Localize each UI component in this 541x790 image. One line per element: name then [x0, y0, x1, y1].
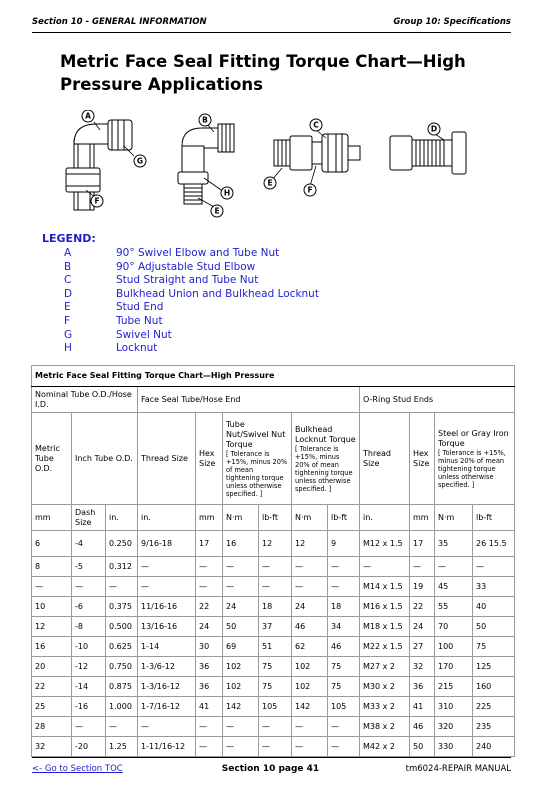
callout-g: [134, 155, 146, 167]
unit-cell: N·m: [292, 505, 328, 531]
table-cell: M38 x 2: [360, 717, 410, 737]
table-cell: 102: [292, 677, 328, 697]
table-cell: 24: [223, 597, 259, 617]
table-cell: 1-11/16-12: [138, 737, 196, 757]
table-cell: 105: [259, 697, 292, 717]
legend-key: C: [64, 274, 72, 287]
page-header: [32, 14, 511, 33]
table-cell: 26 15.5: [473, 531, 515, 557]
svg-text:C: C: [313, 120, 319, 130]
table-cell: 105: [328, 697, 360, 717]
table-cell: 33: [473, 577, 515, 597]
table-cell: 69: [223, 637, 259, 657]
section-title: Section 10 - GENERAL INFORMATION: [32, 17, 207, 27]
table-cell: 46: [328, 637, 360, 657]
table-cell: M27 x 2: [360, 657, 410, 677]
table-cell: 170: [435, 657, 473, 677]
table-cell: 0.625: [106, 637, 138, 657]
table-cell: 1-14: [138, 637, 196, 657]
table-cell: —: [435, 557, 473, 577]
callout-e1: [264, 177, 276, 189]
callout-f2: [304, 184, 316, 196]
unit-cell: in.: [138, 505, 196, 531]
table-cell: 330: [435, 737, 473, 757]
table-cell: —: [473, 557, 515, 577]
callout-d: [428, 123, 440, 135]
table-cell: 9: [328, 531, 360, 557]
table-cell: 22: [32, 677, 72, 697]
table-cell: 51: [259, 637, 292, 657]
table-cell: -6: [72, 597, 106, 617]
table-cell: —: [259, 577, 292, 597]
unit-cell: mm: [32, 505, 72, 531]
table-cell: —: [292, 717, 328, 737]
legend-item: [64, 301, 319, 315]
svg-text:D: D: [430, 124, 438, 134]
table-cell: 225: [473, 697, 515, 717]
table-cell: M12 x 1.5: [360, 531, 410, 557]
table-cell: 22: [196, 597, 223, 617]
manual-id: tm6024-REPAIR MANUAL: [405, 764, 511, 774]
callout-f1: [91, 195, 103, 207]
table-cell: 0.375: [106, 597, 138, 617]
legend-heading: LEGEND:: [42, 232, 96, 245]
table-cell: 20: [32, 657, 72, 677]
table-cell: 9/16-18: [138, 531, 196, 557]
svg-text:F: F: [94, 196, 100, 206]
page-title: Metric Face Seal Fitting Torque Chart—High Pressure Applications: [60, 52, 466, 94]
svg-text:H: H: [223, 188, 231, 198]
table-cell: 55: [435, 597, 473, 617]
table-cell: 125: [473, 657, 515, 677]
table-cell: —: [292, 577, 328, 597]
table-cell: 46: [410, 717, 435, 737]
unit-cell: Dash Size: [72, 505, 106, 531]
svg-text:F: F: [307, 185, 313, 195]
table-cell: 75: [328, 677, 360, 697]
table-cell: 240: [473, 737, 515, 757]
legend-item: [64, 288, 319, 302]
table-row: [32, 737, 515, 757]
col-header-steel-torque: [435, 413, 515, 505]
table-cell: M14 x 1.5: [360, 577, 410, 597]
table-cell: M16 x 1.5: [360, 597, 410, 617]
table-cell: 28: [32, 717, 72, 737]
group-title: Group 10: Specifications: [393, 17, 511, 27]
table-cell: 16: [32, 637, 72, 657]
unit-cell: mm: [196, 505, 223, 531]
col-header-oring-thread: Thread Size: [360, 413, 410, 505]
table-cell: 1-3/16-12: [138, 677, 196, 697]
table-cell: 12: [292, 531, 328, 557]
fitting-d-drawing: [390, 132, 466, 174]
table-cell: —: [292, 737, 328, 757]
table-cell: —: [138, 577, 196, 597]
callout-b: [199, 114, 211, 126]
legend-label: 90° Swivel Elbow and Tube Nut: [116, 247, 280, 259]
table-cell: —: [72, 577, 106, 597]
unit-cell: lb-ft: [259, 505, 292, 531]
table-cell: 11/16-16: [138, 597, 196, 617]
table-cell: —: [259, 717, 292, 737]
svg-text:G: G: [136, 156, 144, 166]
legend-item: [64, 274, 319, 288]
table-cell: 6: [32, 531, 72, 557]
table-cell: —: [259, 557, 292, 577]
table-cell: 36: [196, 657, 223, 677]
table-cell: 18: [328, 597, 360, 617]
table-cell: 13/16-16: [138, 617, 196, 637]
table-cell: 46: [292, 617, 328, 637]
col-header-thread-size: Thread Size: [138, 413, 196, 505]
legend-key: E: [64, 301, 71, 314]
table-cell: 70: [435, 617, 473, 637]
table-cell: —: [138, 717, 196, 737]
table-cell: -10: [72, 637, 106, 657]
table-row: [32, 657, 515, 677]
table-cell: 1.25: [106, 737, 138, 757]
callout-e2: [211, 205, 223, 217]
table-cell: 32: [410, 657, 435, 677]
table-cell: 0.500: [106, 617, 138, 637]
table-cell: 1.000: [106, 697, 138, 717]
torque-table: [31, 365, 515, 757]
table-cell: 102: [223, 677, 259, 697]
table-cell: 24: [410, 617, 435, 637]
legend-label: Tube Nut: [116, 314, 163, 327]
svg-text:B: B: [202, 115, 208, 125]
legend-key: H: [64, 342, 72, 355]
col-header-metric-od: Metric Tube O.D.: [32, 413, 72, 505]
table-cell: 18: [259, 597, 292, 617]
table-cell: 75: [259, 657, 292, 677]
table-cell: 50: [410, 737, 435, 757]
table-cell: 142: [292, 697, 328, 717]
col-header-oring-hex: Hex Size: [410, 413, 435, 505]
table-cell: 41: [410, 697, 435, 717]
table-cell: 0.750: [106, 657, 138, 677]
callout-a: [82, 110, 94, 122]
table-cell: 17: [410, 531, 435, 557]
table-cell: 37: [259, 617, 292, 637]
legend-key: F: [64, 314, 71, 327]
table-cell: 100: [435, 637, 473, 657]
table-row: [32, 697, 515, 717]
header-text: Tube Nut/Swivel Nut Torque: [226, 419, 286, 449]
table-cell: 50: [473, 617, 515, 637]
table-cell: -16: [72, 697, 106, 717]
table-cell: 320: [435, 717, 473, 737]
table-cell: 16: [223, 531, 259, 557]
table-cell: 12: [32, 617, 72, 637]
table-cell: -20: [72, 737, 106, 757]
table-cell: 0.312: [106, 557, 138, 577]
page-number: Section 10 page 41: [221, 764, 320, 774]
table-row: [32, 597, 515, 617]
table-cell: 62: [292, 637, 328, 657]
table-cell: 45: [435, 577, 473, 597]
svg-text:E: E: [267, 178, 273, 188]
table-caption: Metric Face Seal Fitting Torque Chart—High Pressure: [32, 366, 515, 387]
col-header-tube-nut-torque: [223, 413, 292, 505]
table-cell: —: [223, 577, 259, 597]
table-cell: 1-3/6-12: [138, 657, 196, 677]
tolerance-note: [ Tolerance is +15%, minus 20% of mean tightening torque unless otherwise specified. ]: [438, 448, 506, 489]
table-cell: 0.875: [106, 677, 138, 697]
tolerance-note: [ Tolerance is +15%, minus 20% of mean tightening torque unless otherwise specified. ]: [295, 444, 353, 493]
table-cell: —: [360, 557, 410, 577]
table-cell: 25: [32, 697, 72, 717]
table-cell: -14: [72, 677, 106, 697]
table-cell: —: [259, 737, 292, 757]
table-cell: —: [196, 717, 223, 737]
unit-cell: N·m: [223, 505, 259, 531]
legend-label: 90° Adjustable Stud Elbow: [116, 260, 256, 273]
table-cell: —: [138, 557, 196, 577]
table-cell: 102: [223, 657, 259, 677]
table-cell: M42 x 2: [360, 737, 410, 757]
table-cell: 36: [410, 677, 435, 697]
table-cell: 24: [196, 617, 223, 637]
legend-item: [64, 247, 319, 261]
table-cell: —: [196, 737, 223, 757]
table-cell: 8: [32, 557, 72, 577]
table-cell: 0.250: [106, 531, 138, 557]
table-cell: M33 x 2: [360, 697, 410, 717]
legend-item: [64, 329, 319, 343]
callout-c: [310, 119, 322, 131]
unit-cell: in.: [106, 505, 138, 531]
group-header-nominal: Nominal Tube O.D./Hose I.D.: [32, 387, 138, 413]
table-row: [32, 577, 515, 597]
legend-label: Stud Straight and Tube Nut: [116, 274, 259, 287]
table-cell: —: [106, 577, 138, 597]
table-cell: 34: [328, 617, 360, 637]
table-cell: M30 x 2: [360, 677, 410, 697]
table-cell: —: [328, 557, 360, 577]
table-cell: —: [72, 717, 106, 737]
fitting-c-drawing: [274, 134, 360, 172]
table-cell: 142: [223, 697, 259, 717]
units-row: [32, 505, 515, 531]
table-cell: 12: [259, 531, 292, 557]
table-cell: —: [223, 557, 259, 577]
table-cell: —: [32, 577, 72, 597]
table-cell: -5: [72, 557, 106, 577]
table-cell: 1-7/16-12: [138, 697, 196, 717]
legend-label: Stud End: [116, 301, 164, 314]
table-cell: 24: [292, 597, 328, 617]
table-cell: 10: [32, 597, 72, 617]
group-header-face-seal: Face Seal Tube/Hose End: [138, 387, 360, 413]
table-cell: —: [328, 717, 360, 737]
table-row: [32, 531, 515, 557]
table-cell: —: [328, 737, 360, 757]
table-cell: —: [410, 557, 435, 577]
table-cell: —: [223, 737, 259, 757]
table-cell: 17: [196, 531, 223, 557]
table-cell: 235: [473, 717, 515, 737]
fittings-illustration: [50, 110, 470, 222]
table-row: [32, 557, 515, 577]
unit-cell: lb-ft: [328, 505, 360, 531]
legend-item: [64, 315, 319, 329]
table-cell: 215: [435, 677, 473, 697]
legend: [64, 247, 319, 356]
table-cell: —: [223, 717, 259, 737]
table-cell: -12: [72, 657, 106, 677]
toc-link[interactable]: <- Go to Section TOC: [32, 764, 123, 774]
table-cell: —: [196, 577, 223, 597]
legend-key: D: [64, 287, 73, 300]
table-row: [32, 677, 515, 697]
table-cell: 41: [196, 697, 223, 717]
legend-key: A: [64, 247, 72, 259]
legend-label: Bulkhead Union and Bulkhead Locknut: [116, 287, 319, 300]
table-cell: 75: [328, 657, 360, 677]
col-header-inch-od: Inch Tube O.D.: [72, 413, 138, 505]
table-cell: 40: [473, 597, 515, 617]
svg-text:E: E: [214, 206, 220, 216]
legend-item: [64, 342, 319, 356]
table-cell: -8: [72, 617, 106, 637]
svg-text:A: A: [85, 111, 91, 121]
table-cell: 27: [410, 637, 435, 657]
table-cell: —: [196, 557, 223, 577]
table-cell: —: [106, 717, 138, 737]
table-cell: -4: [72, 531, 106, 557]
group-header-oring: O-Ring Stud Ends: [360, 387, 515, 413]
table-row: [32, 617, 515, 637]
table-cell: M22 x 1.5: [360, 637, 410, 657]
col-header-bulkhead-torque: [292, 413, 360, 505]
table-cell: 22: [410, 597, 435, 617]
legend-key: B: [64, 260, 72, 273]
legend-key: G: [64, 328, 73, 341]
table-cell: 75: [473, 637, 515, 657]
table-cell: 30: [196, 637, 223, 657]
footer-divider: [32, 757, 511, 758]
table-cell: 102: [292, 657, 328, 677]
unit-cell: N·m: [435, 505, 473, 531]
table-cell: —: [292, 557, 328, 577]
table-row: [32, 637, 515, 657]
tolerance-note: [ Tolerance is +15%, minus 20% of mean tightening torque unless otherwise specified. ]: [226, 449, 288, 498]
table-cell: 160: [473, 677, 515, 697]
table-cell: —: [328, 577, 360, 597]
table-cell: 36: [196, 677, 223, 697]
col-header-hex-size: Hex Size: [196, 413, 223, 505]
table-cell: 35: [435, 531, 473, 557]
header-text: Steel or Gray Iron Torque: [438, 428, 509, 448]
table-cell: 32: [32, 737, 72, 757]
header-text: Bulkhead Locknut Torque: [295, 424, 356, 444]
table-cell: 50: [223, 617, 259, 637]
table-cell: 19: [410, 577, 435, 597]
legend-item: [64, 261, 319, 275]
table-cell: 310: [435, 697, 473, 717]
table-cell: M18 x 1.5: [360, 617, 410, 637]
legend-label: Locknut: [116, 342, 158, 355]
callout-h: [221, 187, 233, 199]
legend-label: Swivel Nut: [116, 328, 172, 341]
table-row: [32, 717, 515, 737]
unit-cell: lb-ft: [473, 505, 515, 531]
table-cell: 75: [259, 677, 292, 697]
unit-cell: in.: [360, 505, 410, 531]
unit-cell: mm: [410, 505, 435, 531]
